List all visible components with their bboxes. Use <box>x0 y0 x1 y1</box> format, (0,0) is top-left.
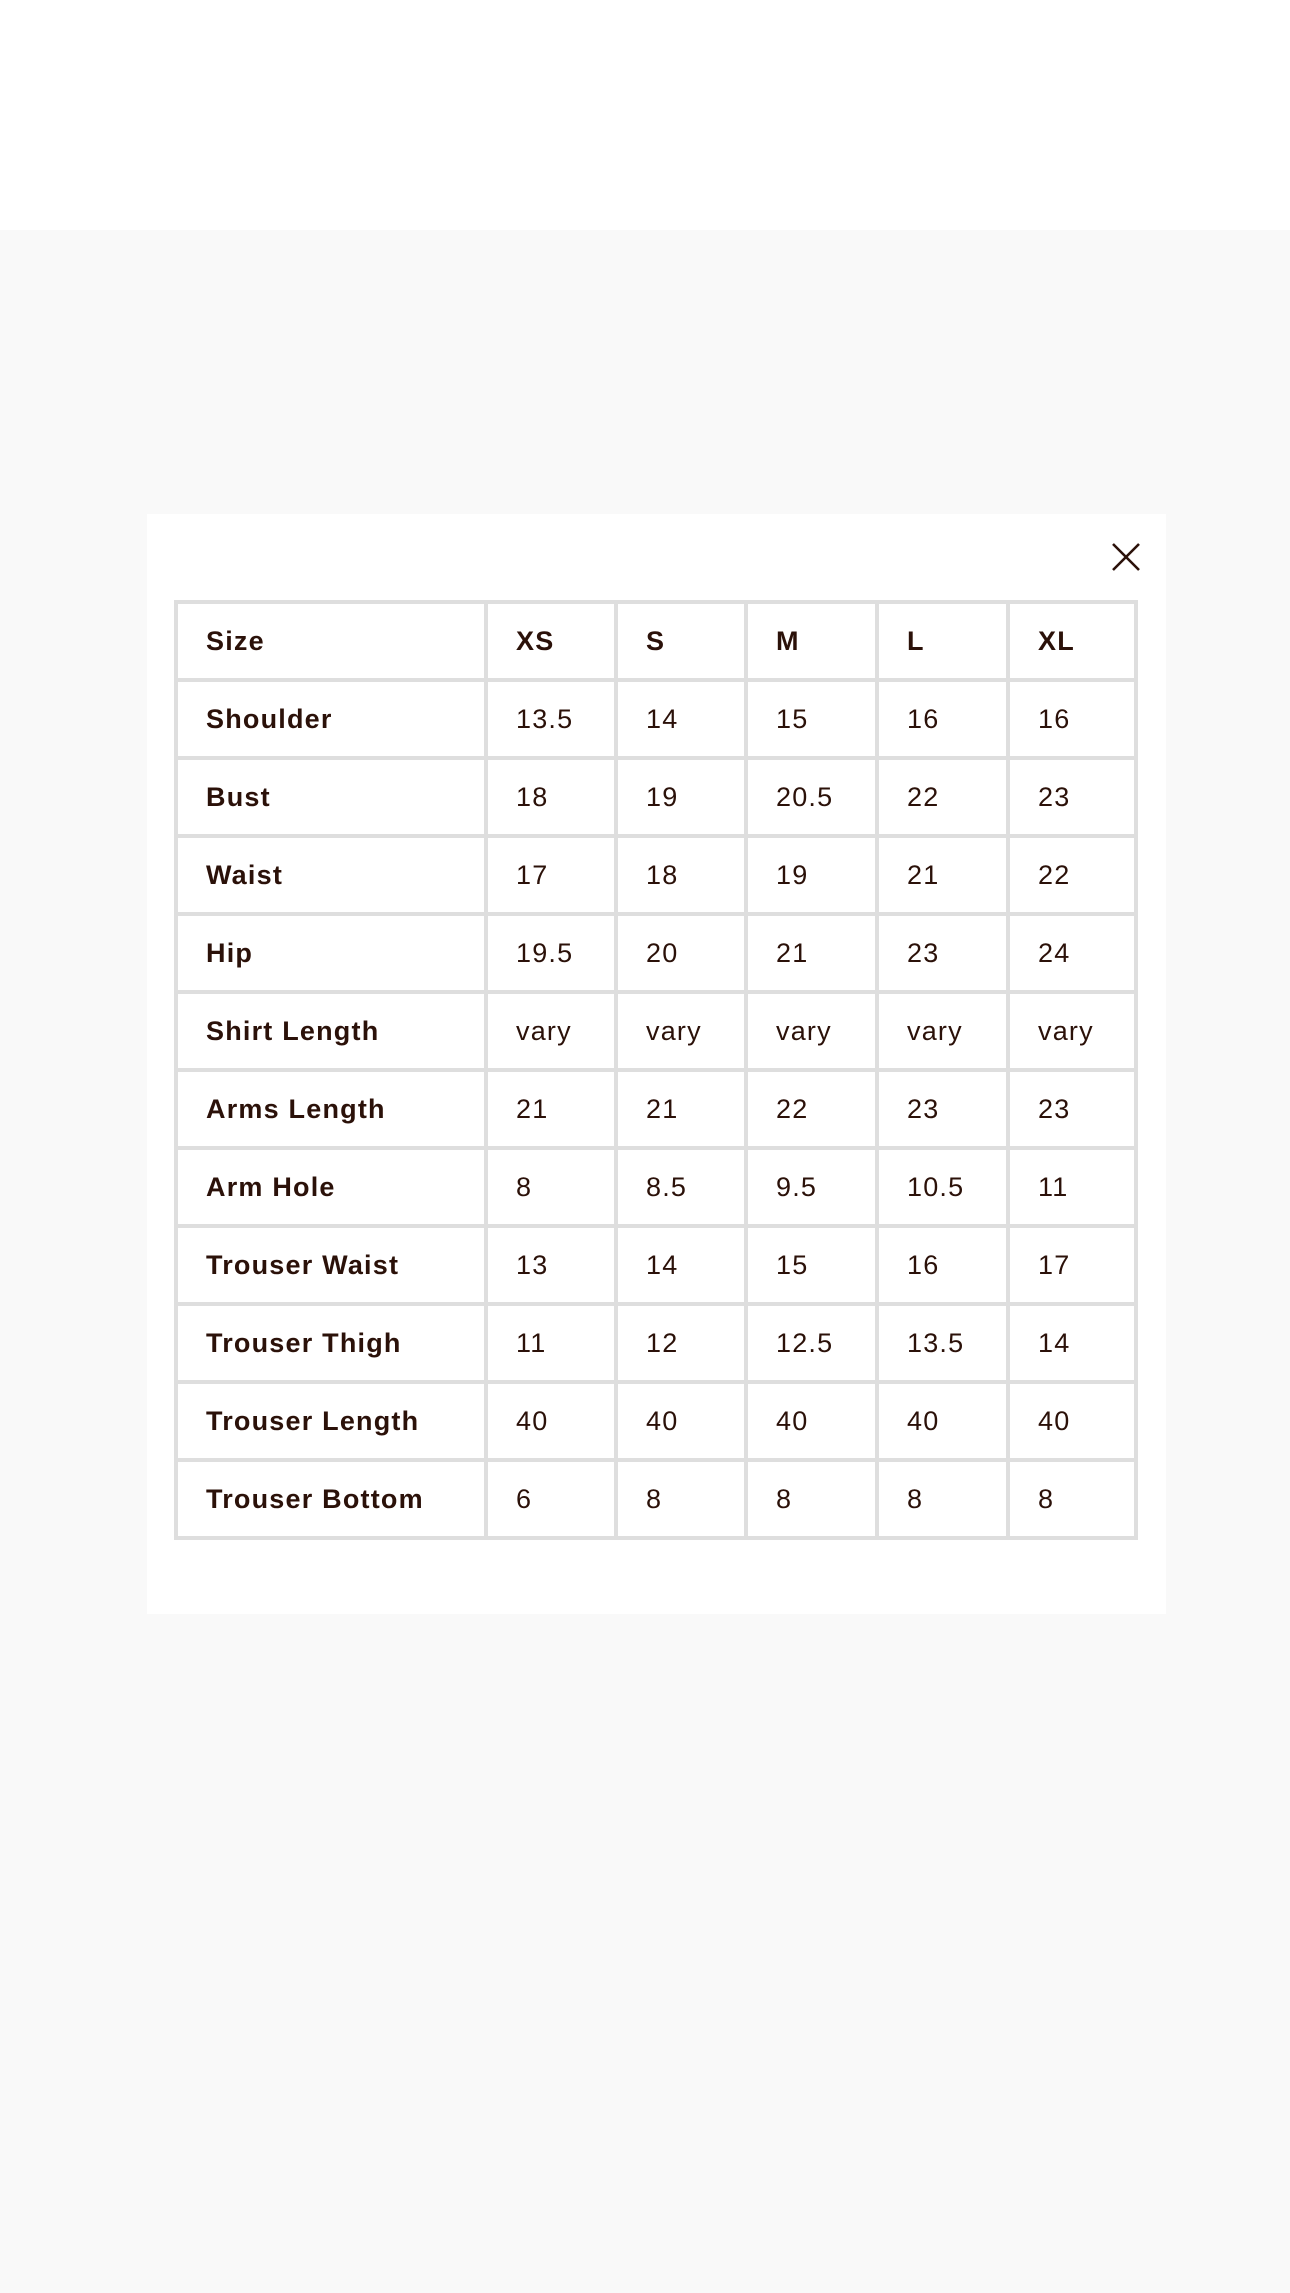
table-cell: 8 <box>748 1462 879 1540</box>
table-cell: 12.5 <box>748 1306 879 1384</box>
table-cell: 11 <box>1010 1150 1138 1228</box>
table-cell: 40 <box>748 1384 879 1462</box>
table-cell: vary <box>488 994 618 1072</box>
header-cell: Size <box>178 604 488 682</box>
row-label: Trouser Waist <box>178 1228 488 1306</box>
table-cell: 14 <box>1010 1306 1138 1384</box>
table-cell: 22 <box>1010 838 1138 916</box>
table-cell: 13.5 <box>879 1306 1010 1384</box>
table-cell: 20 <box>618 916 748 994</box>
row-label: Arm Hole <box>178 1150 488 1228</box>
page-background <box>0 0 1290 230</box>
table-cell: 23 <box>879 916 1010 994</box>
table-cell: 11 <box>488 1306 618 1384</box>
table-cell: 14 <box>618 682 748 760</box>
table-row <box>178 760 1138 838</box>
table-row <box>178 1228 1138 1306</box>
table-cell: 15 <box>748 682 879 760</box>
close-icon <box>1109 540 1143 574</box>
header-cell: XS <box>488 604 618 682</box>
table-cell: 18 <box>618 838 748 916</box>
table-cell: 13 <box>488 1228 618 1306</box>
table-cell: 19 <box>618 760 748 838</box>
row-label: Shirt Length <box>178 994 488 1072</box>
table-row <box>178 994 1138 1072</box>
table-cell: vary <box>748 994 879 1072</box>
table-cell: 8 <box>618 1462 748 1540</box>
header-cell: XL <box>1010 604 1138 682</box>
table-cell: 10.5 <box>879 1150 1010 1228</box>
size-chart-table <box>174 600 1138 1540</box>
table-cell: 21 <box>618 1072 748 1150</box>
table-row <box>178 916 1138 994</box>
table-cell: 40 <box>488 1384 618 1462</box>
table-row <box>178 1306 1138 1384</box>
table-cell: vary <box>1010 994 1138 1072</box>
table-cell: 18 <box>488 760 618 838</box>
header-cell: M <box>748 604 879 682</box>
table-cell: 14 <box>618 1228 748 1306</box>
header-cell: S <box>618 604 748 682</box>
table-cell: 15 <box>748 1228 879 1306</box>
table-cell: 8 <box>488 1150 618 1228</box>
table-cell: vary <box>618 994 748 1072</box>
table-row <box>178 1150 1138 1228</box>
table-row <box>178 1072 1138 1150</box>
table-cell: 20.5 <box>748 760 879 838</box>
table-cell: 40 <box>879 1384 1010 1462</box>
table-cell: 12 <box>618 1306 748 1384</box>
table-cell: 16 <box>879 1228 1010 1306</box>
table-cell: 8 <box>879 1462 1010 1540</box>
table-cell: 16 <box>879 682 1010 760</box>
size-chart-modal <box>147 514 1166 1614</box>
table-cell: 6 <box>488 1462 618 1540</box>
row-label: Trouser Length <box>178 1384 488 1462</box>
table-cell: vary <box>879 994 1010 1072</box>
table-cell: 21 <box>879 838 1010 916</box>
table-cell: 9.5 <box>748 1150 879 1228</box>
table-cell: 40 <box>1010 1384 1138 1462</box>
row-label: Waist <box>178 838 488 916</box>
table-cell: 40 <box>618 1384 748 1462</box>
table-header-row <box>178 604 1138 682</box>
row-label: Trouser Thigh <box>178 1306 488 1384</box>
row-label: Trouser Bottom <box>178 1462 488 1540</box>
table-cell: 21 <box>488 1072 618 1150</box>
table-row <box>178 1462 1138 1540</box>
table-row <box>178 1384 1138 1462</box>
table-cell: 13.5 <box>488 682 618 760</box>
table-cell: 23 <box>1010 760 1138 838</box>
table-row <box>178 682 1138 760</box>
table-cell: 21 <box>748 916 879 994</box>
table-cell: 22 <box>748 1072 879 1150</box>
table-cell: 17 <box>488 838 618 916</box>
table-cell: 19 <box>748 838 879 916</box>
table-cell: 22 <box>879 760 1010 838</box>
table-row <box>178 838 1138 916</box>
table-cell: 23 <box>879 1072 1010 1150</box>
table-cell: 8.5 <box>618 1150 748 1228</box>
row-label: Shoulder <box>178 682 488 760</box>
table-cell: 19.5 <box>488 916 618 994</box>
header-cell: L <box>879 604 1010 682</box>
close-button[interactable] <box>1109 540 1143 574</box>
table-cell: 24 <box>1010 916 1138 994</box>
table-cell: 16 <box>1010 682 1138 760</box>
table-cell: 8 <box>1010 1462 1138 1540</box>
row-label: Hip <box>178 916 488 994</box>
row-label: Bust <box>178 760 488 838</box>
table-cell: 23 <box>1010 1072 1138 1150</box>
row-label: Arms Length <box>178 1072 488 1150</box>
table-cell: 17 <box>1010 1228 1138 1306</box>
